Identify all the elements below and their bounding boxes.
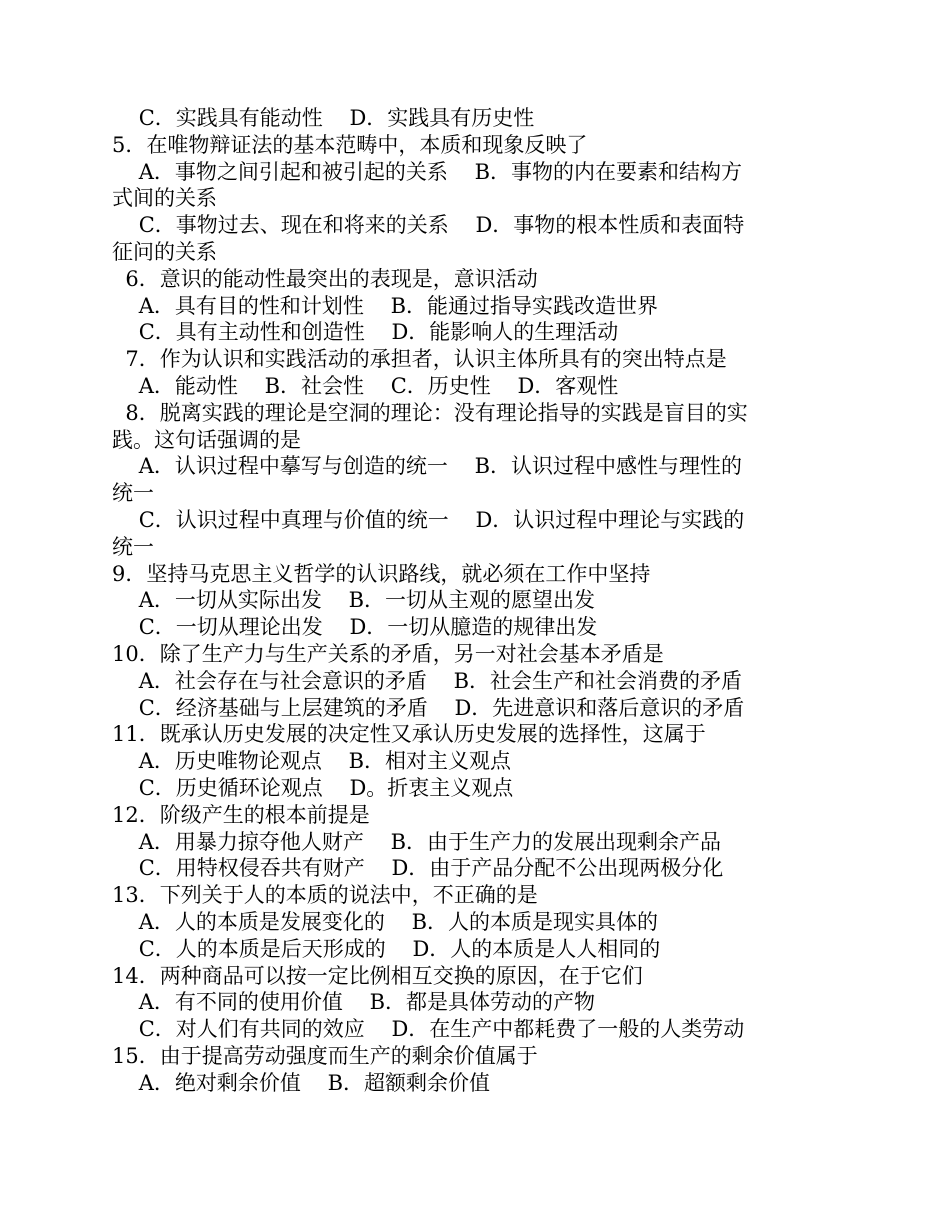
text-line: A．绝对剩余价值 B．超额剩余价值 bbox=[112, 1070, 490, 1095]
text-line: C．具有主动性和创造性 D．能影响人的生理活动 bbox=[112, 320, 619, 345]
text-line: A．一切从实际出发 B．一切从主观的愿望出发 bbox=[112, 588, 595, 613]
document-text bbox=[112, 105, 842, 1096]
text-line: C．历史循环论观点 D。折衷主义观点 bbox=[112, 775, 514, 800]
text-line: 8．脱离实践的理论是空洞的理论：没有理论指导的实践是盲目的实 bbox=[112, 400, 748, 425]
text-line: 15．由于提高劳动强度而生产的剩余价值属于 bbox=[112, 1043, 538, 1068]
text-line: A．社会存在与社会意识的矛盾 B．社会生产和社会消费的矛盾 bbox=[112, 668, 742, 693]
text-line: C．认识过程中真理与价值的统一 D．认识过程中理论与实践的 bbox=[112, 507, 745, 532]
text-line: A．事物之间引起和被引起的关系 B．事物的内在要素和结构方 bbox=[112, 159, 742, 184]
text-line: 11．既承认历史发展的决定性又承认历史发展的选择性，这属于 bbox=[112, 722, 706, 747]
text-line: 式间的关系 bbox=[112, 186, 217, 211]
text-line: C．事物过去、现在和将来的关系 D．事物的根本性质和表面特 bbox=[112, 213, 745, 238]
text-line: A．用暴力掠夺他人财产 B．由于生产力的发展出现剩余产品 bbox=[112, 829, 721, 854]
text-line: 统一 bbox=[112, 481, 154, 506]
text-line: A．人的本质是发展变化的 B．人的本质是现实具体的 bbox=[112, 909, 658, 934]
text-line: 13．下列关于人的本质的说法中，不正确的是 bbox=[112, 883, 538, 908]
text-line: A．历史唯物论观点 B．相对主义观点 bbox=[112, 749, 511, 774]
text-line: 5．在唯物辩证法的基本范畴中，本质和现象反映了 bbox=[112, 132, 588, 157]
text-line: 14．两种商品可以按一定比例相互交换的原因，在于它们 bbox=[112, 963, 643, 988]
text-line: 7．作为认识和实践活动的承担者，认识主体所具有的突出特点是 bbox=[112, 347, 727, 372]
text-line: 践。这句话强调的是 bbox=[112, 427, 301, 452]
text-line: A．认识过程中摹写与创造的统一 B．认识过程中感性与理性的 bbox=[112, 454, 742, 479]
text-line: C．用特权侵吞共有财产 D．由于产品分配不公出现两极分化 bbox=[112, 856, 724, 881]
text-line: 征问的关系 bbox=[112, 239, 217, 264]
text-line: C．一切从理论出发 D．一切从臆造的规律出发 bbox=[112, 615, 598, 640]
text-line: A．有不同的使用价值 B．都是具体劳动的产物 bbox=[112, 990, 595, 1015]
text-line: 12．阶级产生的根本前提是 bbox=[112, 802, 370, 827]
text-line: 统一 bbox=[112, 534, 154, 559]
text-line: C．经济基础与上层建筑的矛盾 D．先进意识和落后意识的矛盾 bbox=[112, 695, 745, 720]
text-line: 9．坚持马克思主义哲学的认识路线，就必须在工作中坚持 bbox=[112, 561, 651, 586]
text-line: A．能动性 B．社会性 C．历史性 D．客观性 bbox=[112, 373, 619, 398]
text-line: 10．除了生产力与生产关系的矛盾，另一对社会基本矛盾是 bbox=[112, 641, 664, 666]
text-line: A．具有目的性和计划性 B．能通过指导实践改造世界 bbox=[112, 293, 658, 318]
text-line: C．人的本质是后天形成的 D．人的本质是人人相同的 bbox=[112, 936, 661, 961]
text-line: C．对人们有共同的效应 D．在生产中都耗费了一般的人类劳动 bbox=[112, 1017, 745, 1042]
text-line: 6．意识的能动性最突出的表现是，意识活动 bbox=[112, 266, 538, 291]
text-line: C．实践具有能动性 D．实践具有历史性 bbox=[112, 106, 535, 130]
